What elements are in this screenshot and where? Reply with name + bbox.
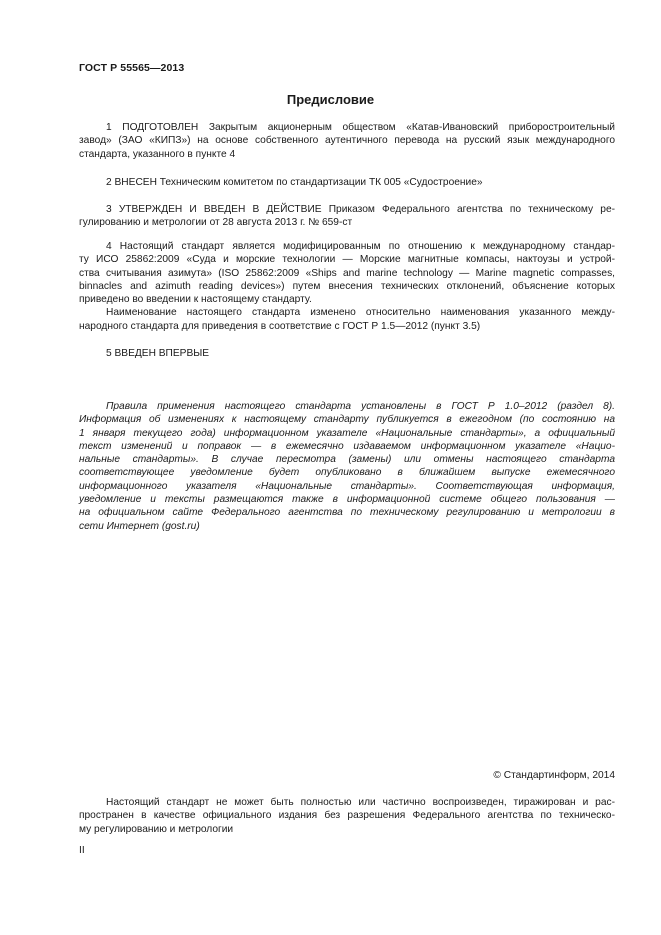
notice-line: информационного указателя «Национальные стандарты». Соответствующая информация,: [79, 480, 615, 492]
text-line: приведено во введении к настоящему стандарту.: [79, 294, 312, 306]
notice-line: текст изменений и поправок — в ежемесячно издаваемом информационном указателе «Нацио-: [79, 440, 615, 452]
text-line: завод» (ЗАО «КИПЗ») на основе собственного аутентичного перевода на русский язык международного: [79, 135, 615, 147]
document-code: ГОСТ Р 55565—2013: [79, 62, 185, 74]
footer-line: Настоящий стандарт не может быть полностью или частично воспроизведен, тиражирован и рас-: [106, 797, 615, 808]
notice-line: сети Интернет (gost.ru): [79, 520, 200, 532]
text-line: 1 ПОДГОТОВЛЕН Закрытым акционерным обществом «Катав-Ивановский приборостроительный: [106, 122, 615, 133]
footer-line: му регулированию и метрологии: [79, 823, 234, 835]
foreword-item-3: [79, 203, 615, 230]
notice-line: уведомление и тексты размещаются также в информационной системе общего пользования —: [79, 494, 615, 506]
footer-line: пространен в качестве официального издания без разрешения Федерального агентства по техническо-: [79, 810, 615, 822]
text-line: народного стандарта для приведения в соответствие с ГОСТ Р 1.5—2012 (пункт 3.5): [79, 320, 481, 332]
copyright-notice: © Стандартинформ, 2014: [493, 770, 615, 781]
text-line: Наименование настоящего стандарта изменено относительно наименования указанного между-: [106, 307, 615, 319]
foreword-item-5: [79, 347, 615, 360]
reproduction-notice: [79, 796, 615, 836]
publication-notice: [79, 400, 615, 533]
text-line: binnacles and azimuth reading devices») путем внесения технических отклонений, объяснение которых: [79, 280, 615, 292]
notice-line: нальные стандарты». В случае пересмотра (замены) или отмены настоящего стандарта: [79, 454, 615, 466]
text-line: 3 УТВЕРЖДЕН И ВВЕДЕН В ДЕЙСТВИЕ Приказом Федерального агентства по техническому ре-: [106, 204, 615, 215]
text-line: ту ИСО 25862:2009 «Суда и морские технологии — Морские магнитные компасы, нактоузы и устрой-: [79, 254, 615, 266]
notice-line: соответствующее уведомление будет опубликовано в ближайшем выпуске ежемесячного: [79, 467, 615, 479]
foreword-item-2: [79, 176, 615, 189]
text-line: стандарта, указанного в пункте 4: [79, 148, 236, 160]
foreword-item-1: [79, 121, 615, 161]
notice-line: Правила применения настоящего стандарта установлены в ГОСТ Р 1.0–2012 (раздел 8).: [106, 401, 615, 412]
text-line: 2 ВНЕСЕН Техническим комитетом по стандартизации ТК 005 «Судостроение»: [106, 177, 483, 188]
foreword-item-4: [79, 240, 615, 333]
notice-line: на официальном сайте Федерального агентства по техническому регулированию и метрологии в: [79, 507, 615, 519]
page-title: Предисловие: [286, 92, 375, 107]
text-line: 4 Настоящий стандарт является модифицированным по отношению к международному стандар-: [106, 241, 615, 252]
page-number: II: [79, 845, 85, 856]
text-line: 5 ВВЕДЕН ВПЕРВЫЕ: [106, 348, 210, 359]
text-line: гулированию и метрологии от 28 августа 2013 г. № 659-ст: [79, 217, 353, 229]
notice-line: 1 января текущего года) информационном указателе «Национальные стандарты», а официальный: [79, 427, 615, 439]
notice-line: Информация об изменениях к настоящему стандарту публикуется в ежегодном (по состоянию на: [79, 414, 615, 426]
text-line: ства считывания азимута» (ISO 25862:2009 «Ships and marine technology — Marine magnetic compasses,: [79, 267, 615, 279]
